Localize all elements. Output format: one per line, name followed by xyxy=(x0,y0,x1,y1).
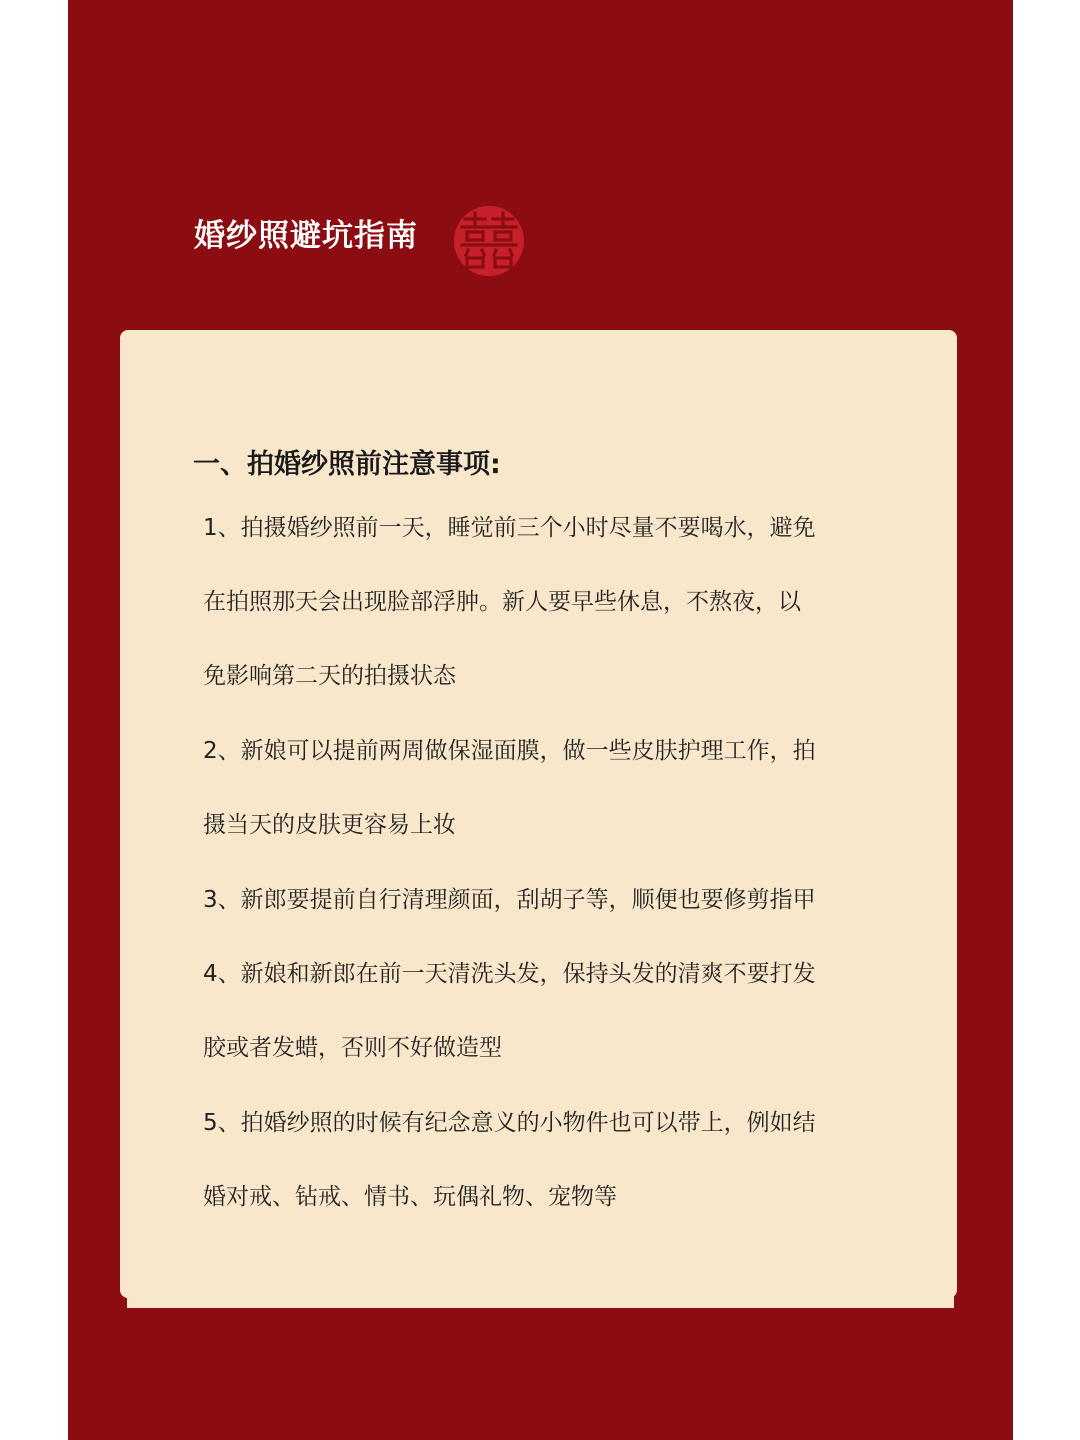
tip-line: 5、拍婚纱照的时候有纪念意义的小物件也可以带上，例如结 xyxy=(203,1110,816,1136)
content-card xyxy=(120,330,957,1298)
tip-line: 胶或者发蜡，否则不好做造型 xyxy=(203,1035,502,1061)
tip-line: 婚对戒、钻戒、情书、玩偶礼物、宠物等 xyxy=(203,1184,617,1210)
tip-line: 3、新郎要提前自行清理颜面，刮胡子等，顺便也要修剪指甲 xyxy=(203,887,816,913)
tip-line: 4、新娘和新郎在前一天清洗头发，保持头发的清爽不要打发 xyxy=(203,961,816,987)
tip-line: 1、拍摄婚纱照前一天，睡觉前三个小时尽量不要喝水，避免 xyxy=(203,515,816,541)
tip-line: 2、新娘可以提前两周做保湿面膜，做一些皮肤护理工作，拍 xyxy=(203,738,816,764)
section-heading: 一、拍婚纱照前注意事项: xyxy=(193,449,501,480)
poster-background xyxy=(68,0,1013,1440)
tip-line: 摄当天的皮肤更容易上妆 xyxy=(203,812,456,838)
tip-line: 在拍照那天会出现脸部浮肿。新人要早些休息，不熬夜，以 xyxy=(203,589,801,615)
double-happiness-icon xyxy=(453,205,525,277)
page-title: 婚纱照避坑指南 xyxy=(194,218,418,254)
tip-line: 免影响第二天的拍摄状态 xyxy=(203,663,456,689)
